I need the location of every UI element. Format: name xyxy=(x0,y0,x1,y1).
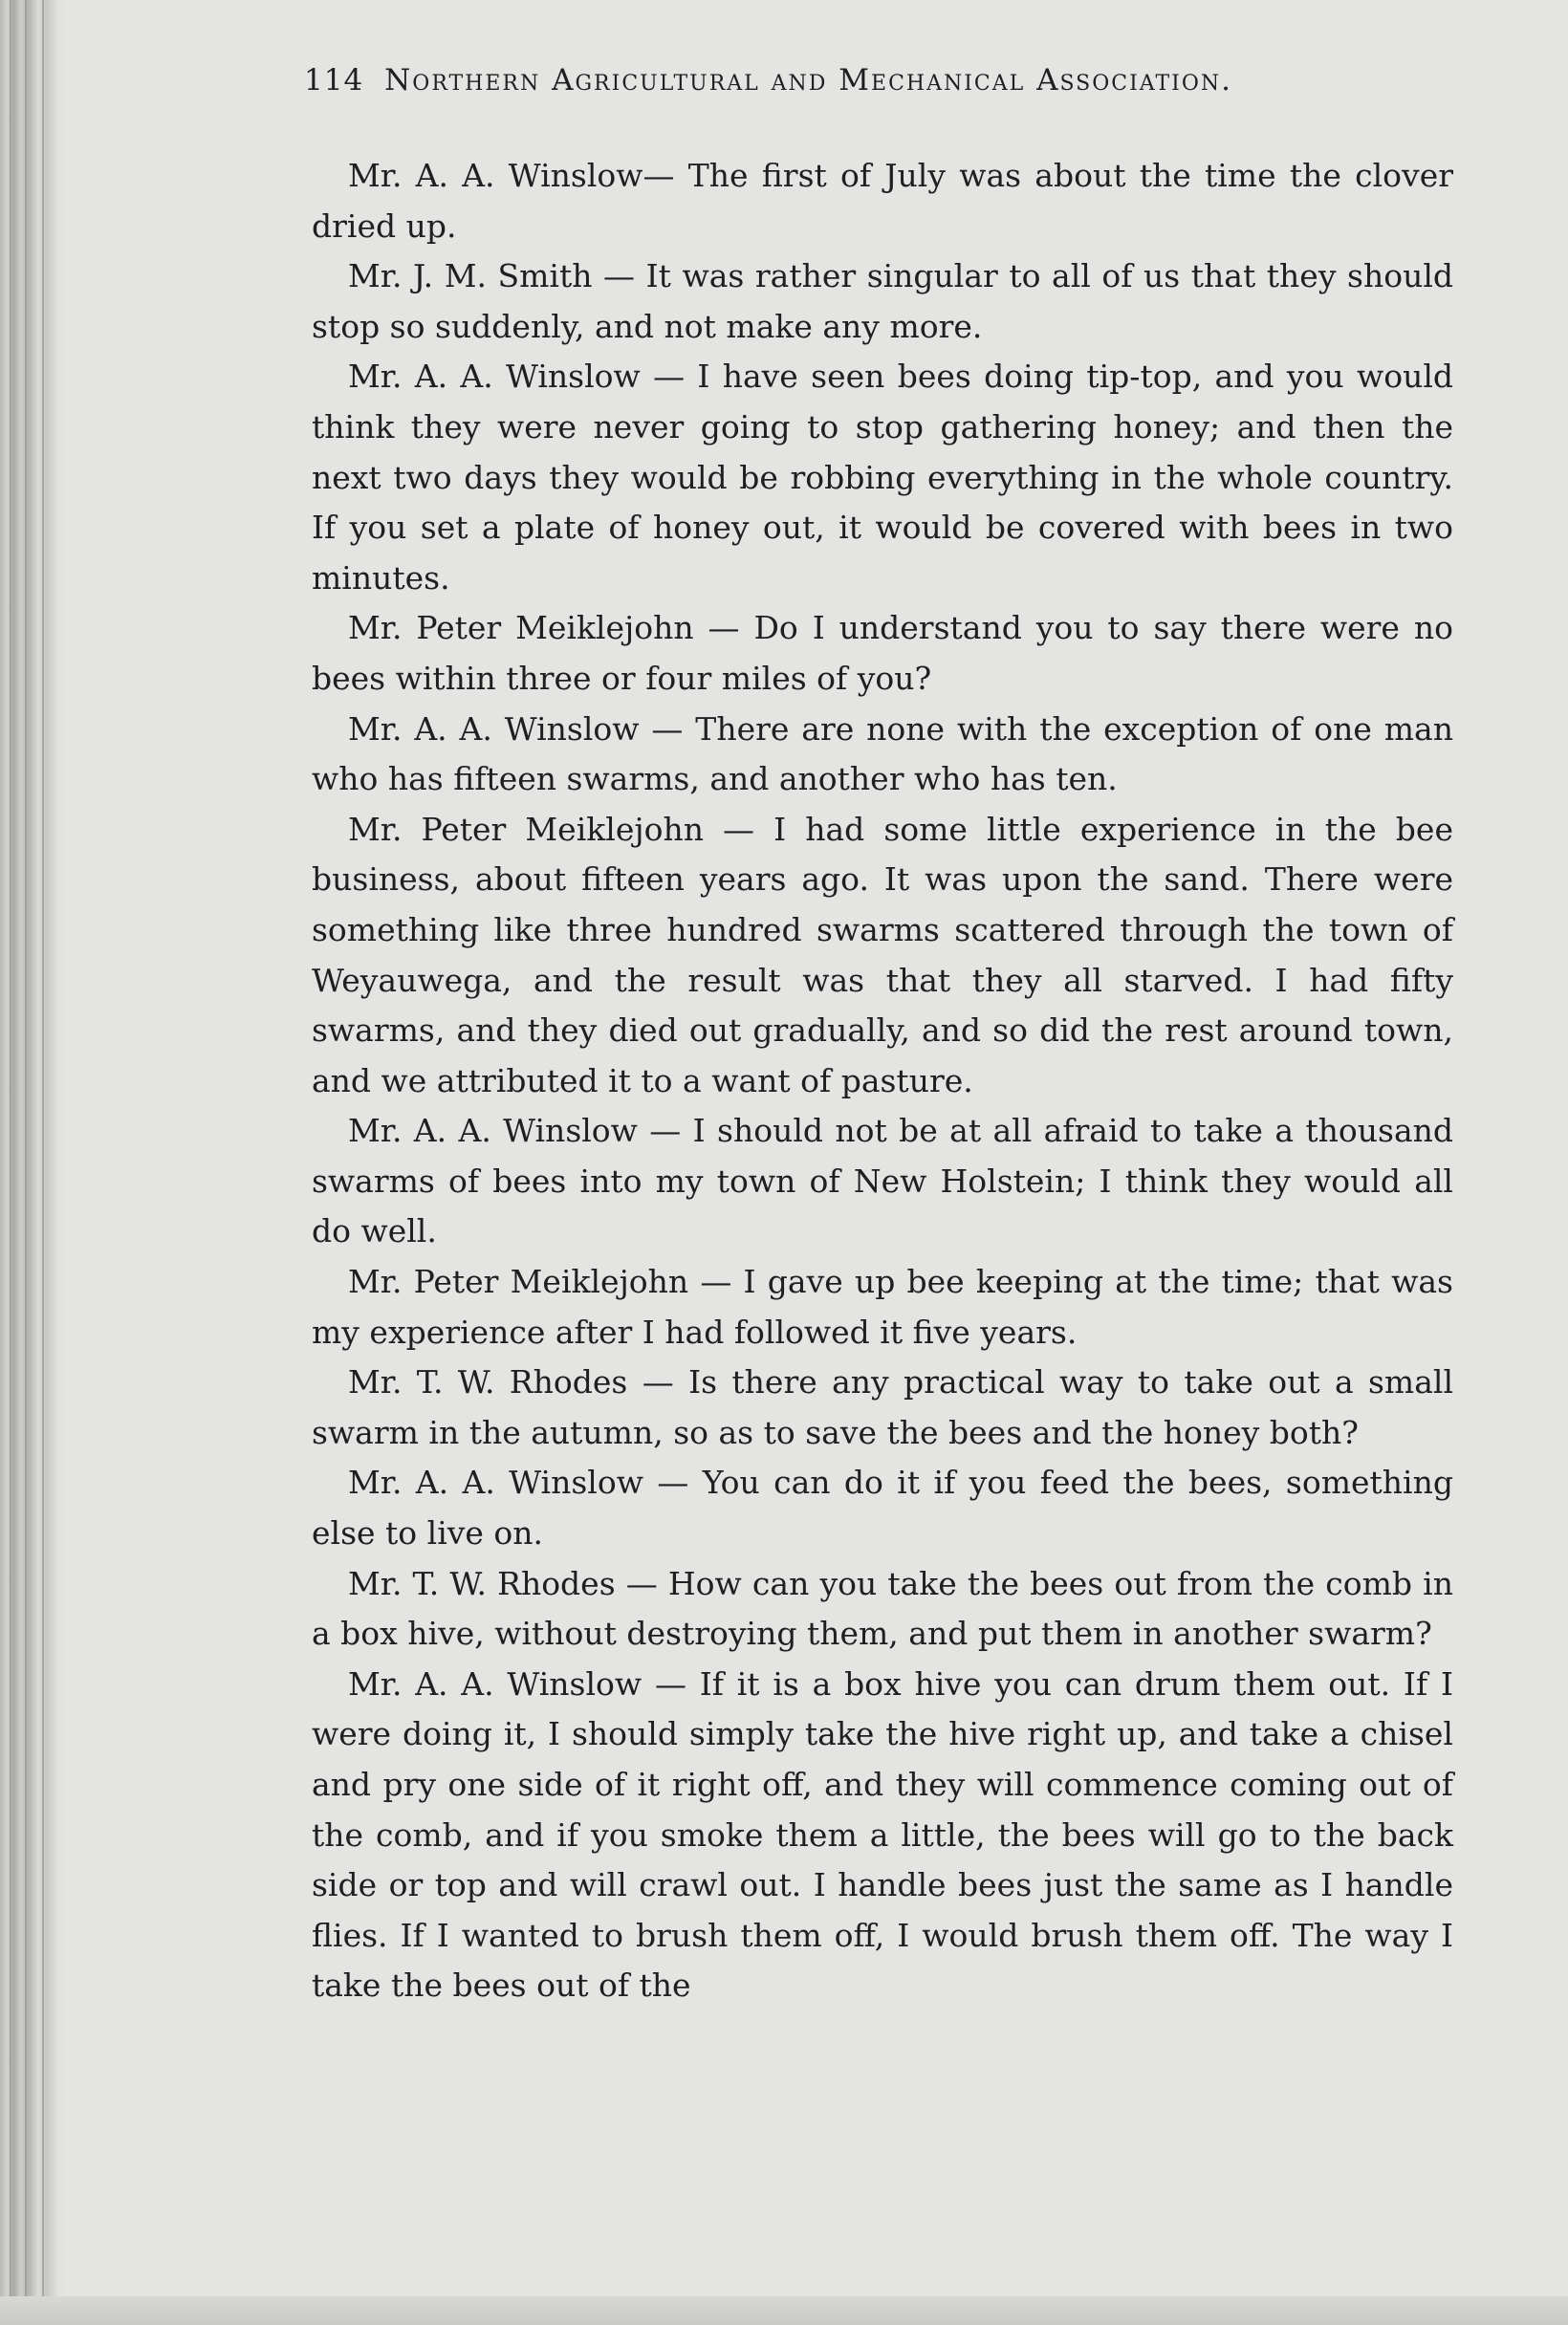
page-header xyxy=(304,63,1453,105)
binding-line xyxy=(10,0,11,2325)
paragraph: Mr. Peter Meiklejohn — I gave up bee keeping at the time; that was my experience after I had followed it five years. xyxy=(312,1263,1453,1351)
binding-line xyxy=(42,0,44,2325)
paragraph: Mr. Peter Meiklejohn — Do I understand you to say there were no bees within three or four miles of you? xyxy=(312,609,1453,697)
paragraph: Mr. A. A. Winslow — If it is a box hive you can drum them out. If I were doing it, I should simply take the hive right up, and take a chisel and pry one side of it right off, and they will commence coming out of the comb, and if you smoke them a little, the bees will go to the back side or top and will crawl out. I handle bees just the same as I handle flies. If I wanted to brush them off, I would brush them off. The way I take the bees out of the xyxy=(312,1664,1453,2005)
paragraph: Mr. A. A. Winslow — I should not be at all afraid to take a thousand swarms of bees into my town of New Holstein; I think they would all do well. xyxy=(312,1112,1453,1250)
binding-line xyxy=(25,0,27,2325)
page-number: 114 xyxy=(304,63,364,98)
paragraph: Mr. T. W. Rhodes — Is there any practical way to take out a small swarm in the autumn, so as to save the bees and the honey both? xyxy=(312,1363,1453,1451)
running-title: Northern Agricultural and Mechanical Association. xyxy=(384,63,1232,98)
paragraph: Mr. A. A. Winslow — There are none with the exception of one man who has fifteen swarms, and another who has ten. xyxy=(312,709,1453,798)
paragraph: Mr. A. A. Winslow — I have seen bees doing tip-top, and you would think they were never going to stop gathering honey; and then the next two days they would be robbing everything in the whole country. If you set a plate of honey out, it would be covered with bees in two minutes. xyxy=(312,358,1453,597)
paragraph: Mr. J. M. Smith — It was rather singular to all of us that they should stop so suddenly, and not make any more. xyxy=(312,257,1453,345)
paragraph: Mr. A. A. Winslow— The first of July was about the time the clover dried up. xyxy=(312,157,1453,245)
body-text xyxy=(312,151,1453,2011)
paragraph: Mr. Peter Meiklejohn — I had some little experience in the bee business, about fifteen years ago. It was upon the sand. There were something like three hundred swarms scattered through the town of Weyauwega, and the result was that they all starved. I had fifty swarms, and they died out gradually, and so did the rest around town, and we attributed it to a want of pasture. xyxy=(312,810,1453,1099)
book-binding-edge xyxy=(0,0,67,2325)
page-bottom-edge xyxy=(0,2296,1568,2325)
page-content xyxy=(304,63,1453,2011)
paragraph: Mr. A. A. Winslow — You can do it if you feed the bees, something else to live on. xyxy=(312,1464,1453,1553)
paragraph: Mr. T. W. Rhodes — How can you take the bees out from the comb in a box hive, without destroying them, and put them in another swarm? xyxy=(312,1564,1453,1653)
